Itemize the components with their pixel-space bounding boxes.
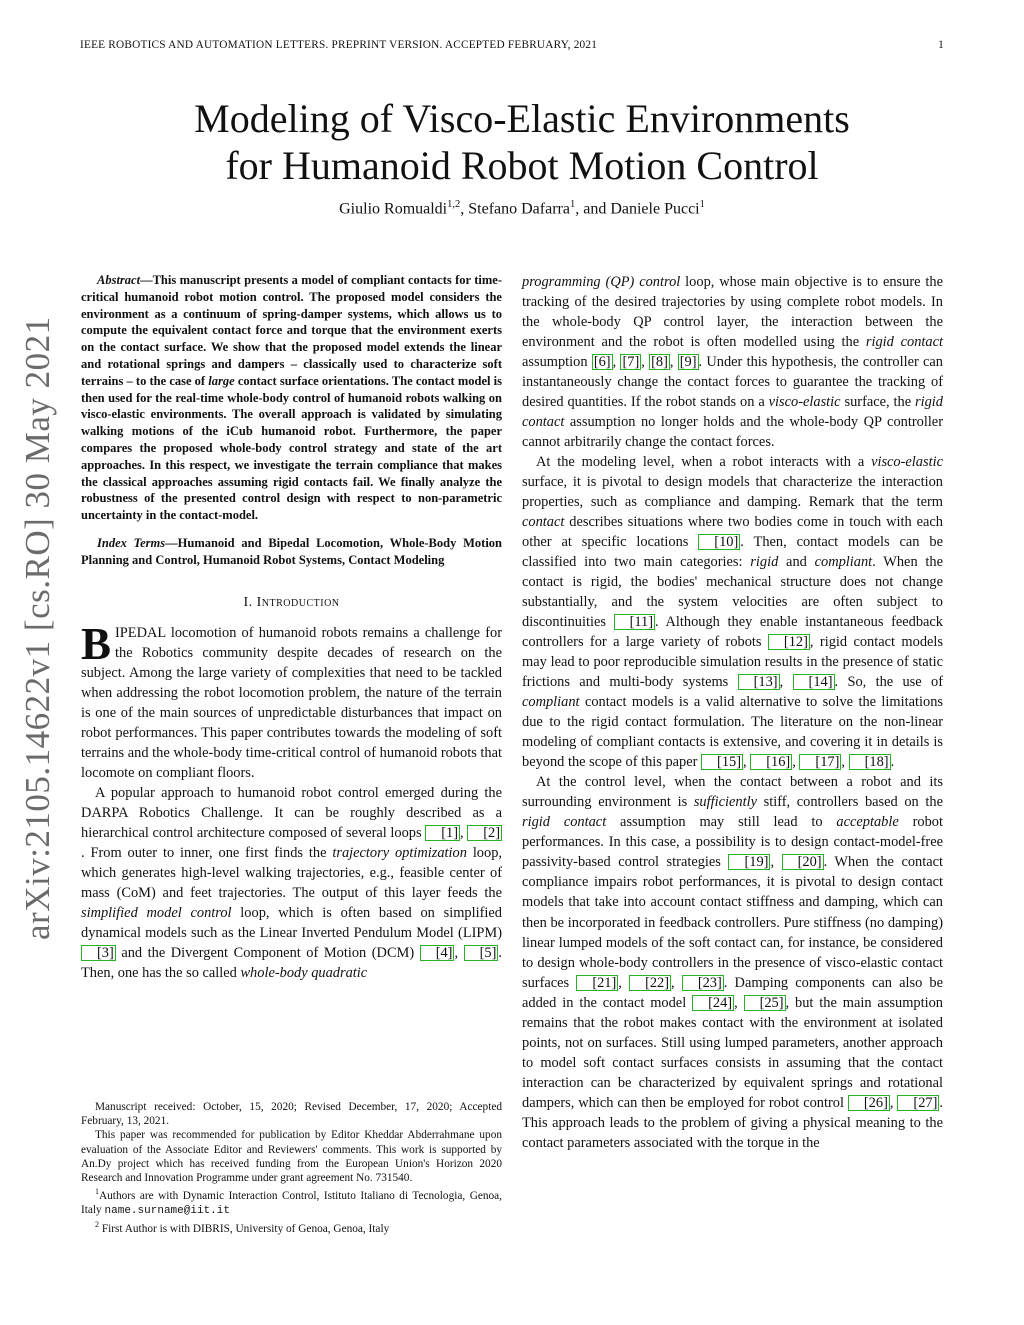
ref-sep: , xyxy=(612,354,621,371)
index-terms-text: Humanoid and Bipedal Locomotion, Whole-Body Motion Planning and Control, Humanoid Robot Systems, Contact Modeling xyxy=(81,535,502,567)
emphasis: visco-elastic xyxy=(768,394,841,411)
citation-link[interactable]: [17] xyxy=(799,754,841,770)
intro-text: locomotion of humanoid robots remains a challenge for the Robotics community despite decades of research on the subject. Among the large variety of complexities that need to be tackled when addressing the robot locomotion problem, the nature of the terrain is one of the main sources of unpredictable disturbances that impact on robot performances. This paper contributes towards the modeling of soft terrains and the whole-body time-critical control of humanoid robots that locomote on compliant floors. xyxy=(81,624,502,781)
emphasis: simplified model control xyxy=(81,904,232,921)
text: and the Divergent Component of Motion (DCM) xyxy=(115,944,420,961)
text: assumption no longer holds and the whole-body QP controller cannot arbitrarily change the contact forces. xyxy=(522,414,943,451)
citation-link[interactable]: [13] xyxy=(738,674,780,690)
author-list xyxy=(100,199,944,218)
text: At the control level, when the contact between a robot and its surrounding environment is xyxy=(522,774,943,811)
text: and xyxy=(778,554,815,571)
drop-cap: B xyxy=(81,618,112,669)
text: . Then, one has the so called xyxy=(81,944,503,981)
citation-link[interactable]: [3] xyxy=(81,945,116,961)
citation-link[interactable]: [4] xyxy=(420,945,455,961)
index-terms-dash: — xyxy=(165,535,178,550)
text: surface, the xyxy=(840,394,916,411)
intro-paragraph-2-cont xyxy=(522,272,943,452)
title-line-2: for Humanoid Robot Motion Control xyxy=(225,143,819,188)
citation-link[interactable]: [7] xyxy=(622,354,640,371)
emphasis: rigid contact xyxy=(865,334,943,351)
text: , rigid contact models may lead to poor reproducible simulation results in the presence of static frictions and multi-body systems xyxy=(522,634,943,691)
citation-link[interactable]: [10] xyxy=(698,534,740,550)
section-heading: I. Introduction xyxy=(243,594,340,610)
citation-link[interactable]: [24] xyxy=(692,995,734,1011)
text: loop, whose main objective is to ensure the tracking of the desired trajectories by using complete robot models. In the whole-body QP control layer, the interaction between the environment and the robot is often modelled using the xyxy=(522,274,943,351)
citation-link[interactable]: [20] xyxy=(782,854,824,870)
text: , xyxy=(454,944,464,961)
intro-paragraph-3 xyxy=(522,452,943,772)
citation-link[interactable]: [22] xyxy=(629,975,671,991)
text: . xyxy=(890,754,895,771)
emphasis: sufficiently xyxy=(693,794,757,811)
footnote-text: Authors are with Dynamic Interaction Control, Istituto Italiano di Tecnologia, Genoa, Italy xyxy=(81,1189,502,1217)
citation-link[interactable]: [6] xyxy=(593,354,611,371)
abstract-text: contact surface orientations. The contact model is then used for the real-time whole-body control of humanoid robots walking on visco-elastic environments. The overall approach is validated by simulating walking motions of the iCub humanoid robot. Furthermore, the paper compares the proposed whole-body control strategy and state of the art approaches. In this respect, we investigate the terrain compliance that makes the classical approaches assuming rigid contacts fail. We finally analyze the robustness of the presented control design with respect to non-parametric uncertainty in the contact-model. xyxy=(81,373,502,523)
citation-link[interactable]: [15] xyxy=(701,754,743,770)
citation-link[interactable]: [26] xyxy=(848,1095,890,1111)
text: assumption may still lead to xyxy=(606,814,837,831)
citation-link[interactable]: [5] xyxy=(464,945,499,961)
text: A popular approach to humanoid robot control emerged during the DARPA Robotics Challenge. It can be roughly described as a hierarchical control architecture composed of several loops xyxy=(81,784,502,841)
text: , but the main assumption remains that the robot makes contact with the environment at isolated points, not on surfaces. Still using lumped parameters, another approach to model soft contact surfaces consists in assuming that the contact interaction can be characterized by equivalent springs and rotational dampers, which can then be employed for robot control xyxy=(522,994,943,1111)
intro-caps: IPEDAL xyxy=(115,624,166,641)
citation-link[interactable]: [16] xyxy=(750,754,792,770)
citation-link[interactable]: [2] xyxy=(467,825,502,841)
author-affiliation: 1,2 xyxy=(447,199,461,210)
text: . This approach leads to the problem of giving a physical meaning to the contact parameters associated with the torque in the xyxy=(522,1094,943,1151)
author-separator: , xyxy=(460,200,469,218)
author-name: Giulio Romualdi xyxy=(339,200,448,218)
citation-link[interactable]: [14] xyxy=(793,674,835,690)
citation-link[interactable]: [21] xyxy=(576,975,618,991)
ref-sep: , xyxy=(743,754,751,771)
footnote-marker: 1 xyxy=(95,1187,99,1197)
ref-sep: , xyxy=(779,674,793,691)
footnote-text: First Author is with DIBRIS, University of Genoa, Genoa, Italy xyxy=(99,1223,390,1236)
footnotes xyxy=(81,1100,502,1236)
left-column xyxy=(81,272,502,983)
text: describes situations where two bodies come in touch with each other at specific locations xyxy=(522,514,943,551)
emphasis: visco-elastic xyxy=(871,454,943,471)
ref-sep: , xyxy=(641,354,650,371)
text: . Under this hypothesis, the controller can instantaneously change the contact forces to guarantee the tracking of desired quantities. If the robot stands on a xyxy=(522,354,944,411)
emphasis: rigid contact xyxy=(522,814,607,831)
footnote-affiliation-1 xyxy=(81,1185,502,1218)
ref-sep: , xyxy=(889,1094,898,1111)
emphasis: compliant xyxy=(814,554,873,571)
footnote-received: Manuscript received: October, 15, 2020; Revised December, 17, 2020; Accepted February, 13, 2021. xyxy=(81,1101,502,1128)
index-terms xyxy=(81,535,502,569)
ref-sep: , xyxy=(671,974,682,991)
intro-paragraph-2 xyxy=(81,783,502,983)
citation-link[interactable]: [18] xyxy=(849,754,891,770)
right-column xyxy=(522,272,943,1153)
page-number: 1 xyxy=(938,39,944,51)
emphasis: acceptable xyxy=(836,814,899,831)
text: surface, it is pivotal to design models that characterize the interaction properties, such as compliance and damping. Remark that the term xyxy=(522,474,943,511)
citation-link[interactable]: [1] xyxy=(425,825,460,841)
ref-sep: , xyxy=(669,354,678,371)
footnote-affiliation-2 xyxy=(81,1218,502,1236)
text: At the modeling level, when a robot interacts with a xyxy=(536,454,872,471)
text: robot performances. In this case, a possibility is to design contact-model-free passivity-based control strategies xyxy=(522,814,943,871)
emphasis: rigid xyxy=(750,554,779,571)
footnote-recommended: This paper was recommended for publication by Editor Kheddar Abderrahmane upon evaluation of the Associate Editor and Reviewers' comments. This work is supported by An.Dy project which has received funding from the European Union's Horizon 2020 Research and Innovation Programme under grant agreement No. 731540. xyxy=(81,1129,502,1185)
author-separator: , and xyxy=(575,200,611,218)
author-name: Stefano Dafarra xyxy=(468,200,570,218)
citation-link[interactable]: [9] xyxy=(679,354,697,371)
author-name: Daniele Pucci xyxy=(610,200,700,218)
text: contact models is a valid alternative to solve the limitations due to the rigid contact formulation. The literature on the non-linear modeling of compliant contacts is extensive, and covering it in details is beyond the scope of this paper xyxy=(522,694,943,771)
citation-link[interactable]: [19] xyxy=(728,854,770,870)
intro-paragraph-4 xyxy=(522,772,943,1152)
text: stiff, controllers based on the xyxy=(756,794,943,811)
index-terms-label: Index Terms xyxy=(97,535,166,550)
text: . When the contact is rigid, the bodies' mechanical structure does not change substantially, and the system velocities are often subject to discontinuities xyxy=(522,554,943,631)
text: . Although they enable instantaneous feedback controllers for a large variety of robots xyxy=(522,614,943,651)
ref-sep: , xyxy=(770,854,782,871)
author-affiliation: 1 xyxy=(569,199,576,210)
text: . From outer to inner, one first finds the xyxy=(81,844,333,861)
author-affiliation: 1 xyxy=(699,199,705,210)
footnote-marker: 2 xyxy=(95,1220,99,1230)
ref-sep: , xyxy=(618,974,630,991)
ref-sep: , xyxy=(734,994,744,1011)
citation-link[interactable]: [25] xyxy=(744,995,786,1011)
citation-link[interactable]: [27] xyxy=(897,1095,939,1111)
intro-paragraph-1 xyxy=(81,618,502,783)
emphasis: rigid contact xyxy=(522,394,944,431)
abstract-label: Abstract xyxy=(97,273,141,287)
text: . When the contact compliance impairs robot performances, it is pivotal to design contact models that take into account contact stiffness and damping, which can then be incorporated in feedback controllers. Pure stiffness (no damping) linear lumped models of the soft contact can, for instance, be considered to design whole-body controllers in the presence of visco-elastic contact surfaces xyxy=(522,854,944,991)
text: . Then, contact models can be classified into two main categories: xyxy=(522,534,943,571)
abstract-emphasis: large xyxy=(208,373,235,388)
abstract-dash: — xyxy=(140,273,153,287)
ref-sep: , xyxy=(792,754,800,771)
abstract-text: This manuscript presents a model of compliant contacts for time-critical humanoid robot motion control. The proposed model considers the environment as a continuum of spring-damper systems, which allows us to compute the equivalent contact force and torque that the environment exerts on the contact surface. We show that the proposed model extends the linear and rotational springs and dampers – classically used to characterize soft terrains – to the case of xyxy=(81,273,502,388)
text: , xyxy=(460,824,468,841)
paper-title xyxy=(100,95,944,189)
citation-link[interactable]: [12] xyxy=(768,634,810,650)
emphasis: programming (QP) control xyxy=(522,274,681,290)
emphasis: contact xyxy=(522,514,565,531)
abstract xyxy=(81,272,502,524)
emphasis: whole-body quadratic xyxy=(240,964,368,981)
text: assumption xyxy=(522,354,592,371)
citation-link[interactable]: [8] xyxy=(651,354,668,371)
arxiv-stamp[interactable]: arXiv:2105.14622v1 [cs.RO] 30 May 2021 xyxy=(18,316,57,940)
title-line-1: Modeling of Visco-Elastic Environments xyxy=(194,96,850,141)
text: loop, which is often based on simplified dynamical models such as the Linear Inverted Pendulum Model (LIPM) xyxy=(81,904,502,941)
ref-sep: , xyxy=(841,754,849,771)
journal-header: IEEE ROBOTICS AND AUTOMATION LETTERS. PREPRINT VERSION. ACCEPTED FEBRUARY, 2021 xyxy=(80,39,598,51)
email-link[interactable]: name.surname@iit.it xyxy=(104,1205,230,1218)
text: . So, the use of xyxy=(834,674,943,691)
citation-link[interactable]: [23] xyxy=(682,975,724,991)
text: loop, which generates high-level walking trajectories, e.g., feasible center of mass (CoM) and feet trajectories. The output of this layer feeds the xyxy=(81,844,502,901)
citation-link[interactable]: [11] xyxy=(614,614,655,630)
text: . Damping components can also be added in the contact model xyxy=(522,974,944,1011)
emphasis: trajectory optimization xyxy=(332,844,467,861)
emphasis: compliant xyxy=(522,694,580,711)
